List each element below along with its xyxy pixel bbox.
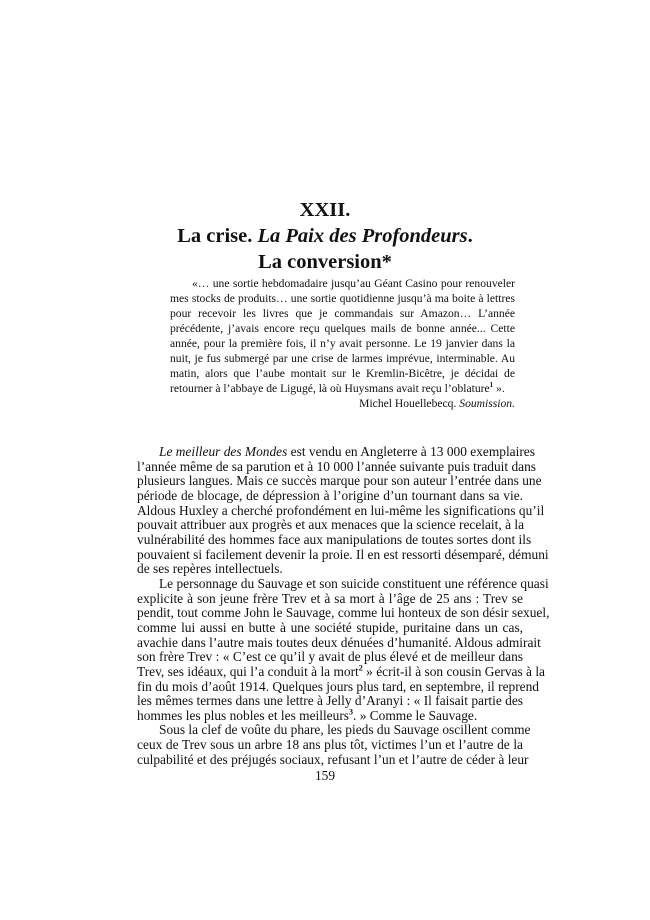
title-text: La crise. xyxy=(177,225,258,247)
body-text-span: hommes les plus nobles et les meilleurs xyxy=(137,707,349,723)
epigraph-line xyxy=(170,381,515,396)
body-line: ceux de Trev sous un arbre 18 ans plus tôt, victimes l’un et l’autre de la xyxy=(137,737,523,753)
body-line: période de blocage, de dépression à l’origine d’un tournant dans sa vie. xyxy=(137,487,523,503)
body-line: comme lui aussi en butte à une société stupide, puritaine dans un cas, xyxy=(137,619,523,635)
footnote-ref[interactable]: 3 xyxy=(349,707,354,717)
chapter-title xyxy=(0,197,650,275)
chapter-title-line3: La conversion* xyxy=(258,251,392,273)
body-line: pouvaient si facilement devenir la proie. Il en est ressorti désemparé, démuni xyxy=(137,546,549,562)
epigraph-line: précédente, j’avais encore reçu quelques mails de bonne année... Cette xyxy=(170,322,515,335)
chapter-number: XXII. xyxy=(299,199,351,221)
body-line: Le personnage du Sauvage et son suicide constituent une référence quasi xyxy=(159,575,549,591)
body-line xyxy=(137,709,523,724)
body-line: son frère Trev : « C’est ce qu’il y avait de plus élevé et de meilleur dans xyxy=(137,649,523,665)
title-text: . xyxy=(467,225,473,247)
title-italic-text: La Paix des Profondeurs xyxy=(257,225,468,247)
epigraph xyxy=(170,276,515,411)
body-line: les mêmes termes dans une lettre à Jelly d’Aranyi : « Il faisait partie des xyxy=(137,693,523,709)
body-text-span: . » Comme le Sauvage. xyxy=(353,707,478,723)
epigraph-line: année, pour la première fois, il n’y avait personne. Le 19 janvier dans la xyxy=(170,337,515,350)
epigraph-text: retourner à l’abbaye de Ligugé, là où Huysmans avait reçu l’oblature xyxy=(170,382,490,395)
epigraph-work: Soumission. xyxy=(459,397,515,410)
footnote-ref[interactable]: 1 xyxy=(489,381,494,390)
body-line: explicite à son jeune frère Trev et à sa mort à l’âge de 25 ans : Trev se xyxy=(137,590,523,606)
epigraph-line: matin, alors que l’aube montait sur le Kremlin-Bicêtre, je décidai de xyxy=(170,367,515,380)
body-line: plusieurs langues. Mais ce succès marque pour son auteur l’entrée dans une xyxy=(137,473,542,489)
chapter-title-line2 xyxy=(0,223,650,249)
epigraph-text: ». xyxy=(493,382,505,395)
body-line xyxy=(137,444,535,460)
body-line: de ses repères intellectuels. xyxy=(137,561,283,577)
body-line: pendit, tout comme John le Sauvage, comme lui honteux de son désir sexuel, xyxy=(137,605,550,621)
body-text-span: est vendu en Angleterre à 13 000 exemplaires xyxy=(287,444,535,459)
body-text-span: Trev, ses idéaux, qui l’a conduit à la mort xyxy=(137,663,359,679)
body-line: Aldous Huxley a cherché profondément en lui-même les significations qu’il xyxy=(137,502,545,518)
body-text xyxy=(137,444,550,767)
epigraph-line: «… une sortie hebdomadaire jusqu’au Géant Casino pour renouveler xyxy=(192,277,515,290)
body-line: vulnérabilité des hommes face aux manipulations de toutes sortes dont ils xyxy=(137,531,532,547)
footnote-ref[interactable]: 2 xyxy=(358,663,363,673)
body-text-span: » écrit-il à son cousin Gervas à la xyxy=(362,663,545,679)
book-title: Le meilleur des Mondes xyxy=(159,444,288,459)
epigraph-line: mes stocks de produits… une sortie quotidienne jusqu’à ma boite à lettres xyxy=(170,292,515,305)
body-line: pouvait attribuer aux progrès et aux menaces que la science recelait, à la xyxy=(137,517,525,533)
epigraph-line: pour recevoir les livres que je commandais sur Amazon… L’année xyxy=(170,307,515,320)
body-line xyxy=(137,663,545,680)
body-line: fin du mois d’août 1914. Quelques jours plus tard, en septembre, il reprend xyxy=(137,678,540,694)
page-number: 159 xyxy=(314,768,336,783)
epigraph-attribution xyxy=(170,396,515,411)
epigraph-author: Michel Houellebecq. xyxy=(359,397,460,410)
body-line: l’année même de sa parution et à 10 000 l’année suivante puis traduit dans xyxy=(137,458,536,474)
body-line: avachie dans l’autre mais toutes deux dénuées d’humanité. Aldous admirait xyxy=(137,634,541,650)
epigraph-line: nuit, je fus submergé par une crise de larmes imprévue, interminable. Au xyxy=(170,352,515,365)
body-line: culpabilité et des préjugés sociaux, refusant l’un et l’autre de céder à leur xyxy=(137,751,529,767)
body-line: Sous la clef de voûte du phare, les pieds du Sauvage oscillent comme xyxy=(159,722,531,738)
